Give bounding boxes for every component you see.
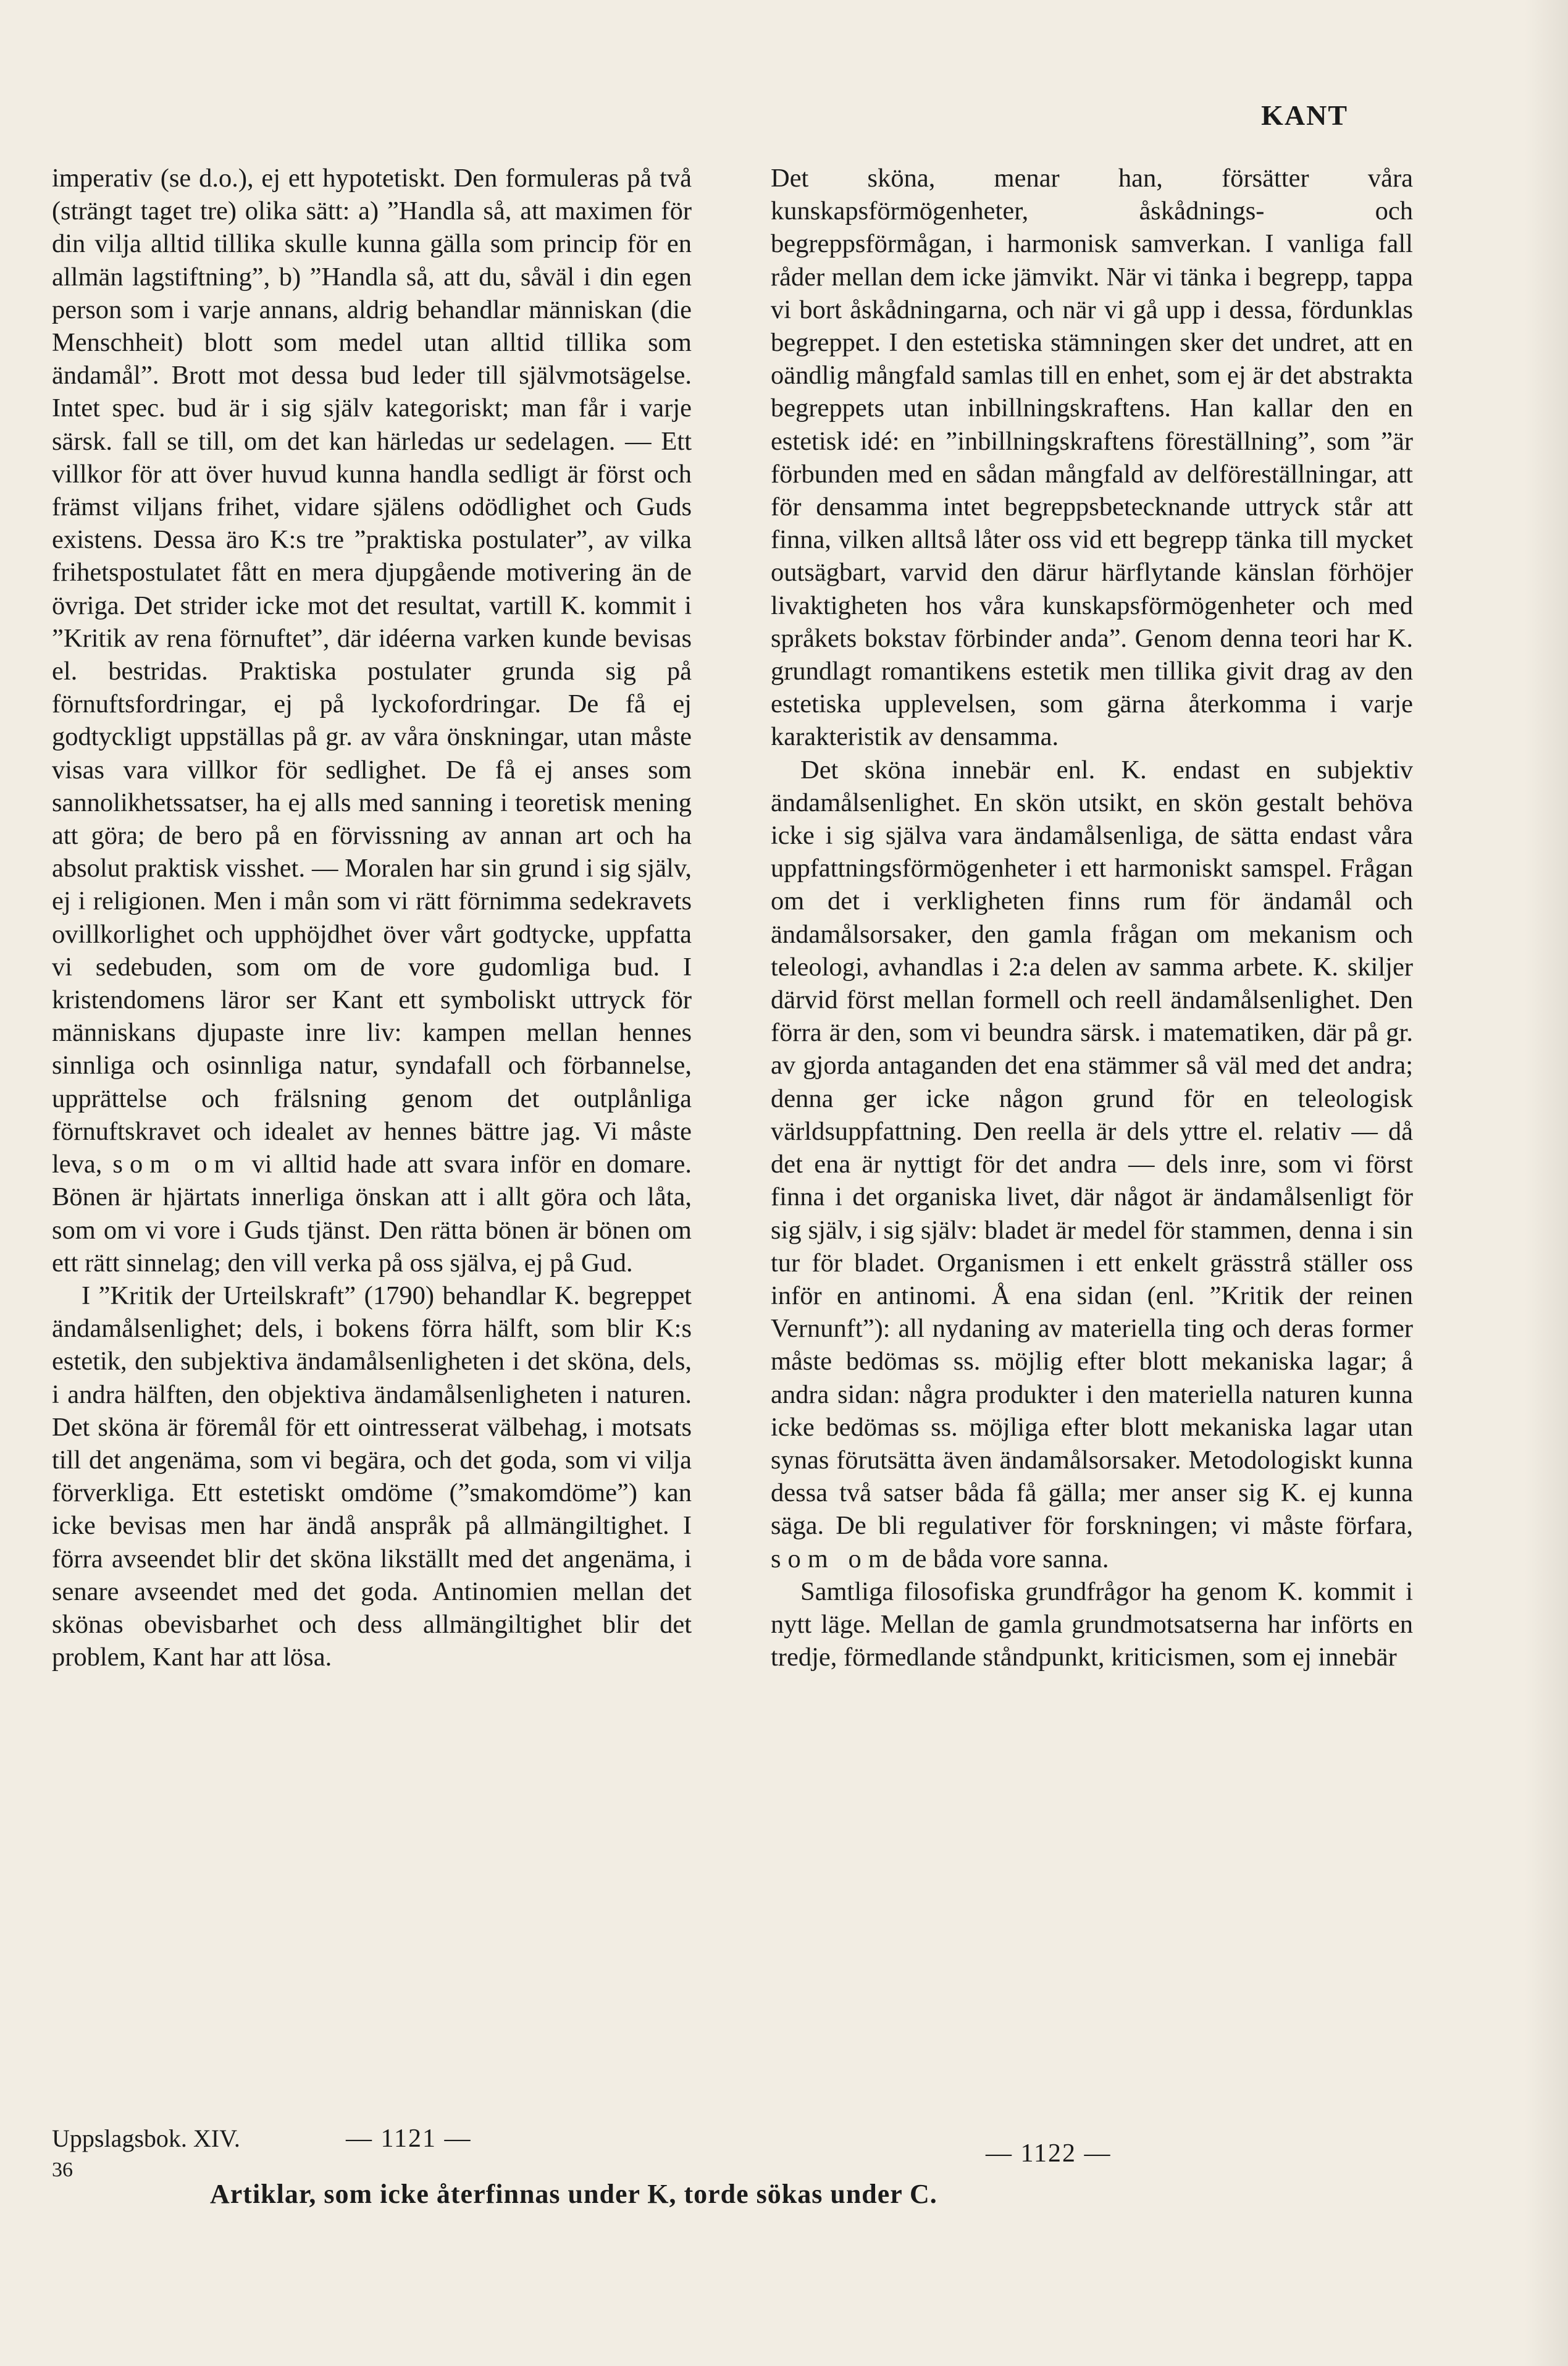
signature-line [52,2124,240,2153]
paragraph: I ”Kritik der Urteilskraft” (1790) behandlar K. begreppet ändamålsenlighet; dels, i bokens förra hälft, som blir K:s estetik, den subjektiva ändamålsenligheten i det sköna, dels, i andra hälften, den objektiva ändamålsenligheten i naturen. Det sköna är föremål för ett ointresserat välbehag, i motsats till det angenäma, som vi begära, och det goda, som vi vilja förverkliga. Ett estetiskt omdöme (”smakomdöme”) kan icke bevisas men har ändå anspråk på allmängiltighet. I förra avseendet blir det sköna likställt med det angenäma, i senare avseendet med det goda. Antinomien mellan det skönas obevisbarhet och dess allmängiltighet blir det problem, Kant har att lösa. [52,1281,692,1672]
paragraph-text: imperativ (se d.o.), ej ett hypotetiskt. Den formuleras på två (strängt taget tre) olika sätt: a) ”Handla så, att maximen för din vilja alltid tillika skulle kunna gälla som princip för en allmän lagstiftning”, b) ”Handla så, att du, såväl i din egen person som i varje annans, aldrig behandlar människan (die Menschheit) blott som medel utan alltid tillika som ändamål”. Brott mot dessa bud leder till självmotsägelse. Intet spec. bud är i sig själv kategoriskt; man får i varje särsk. fall se till, om det kan härledas ur sedelagen. — Ett villkor för att över huvud kunna handla sedligt är först och främst viljans frihet, vidare själens odödlighet och Guds existens. Dessa äro K:s tre ”praktiska postulater”, av vilka frihetspostulatet fått en mera djupgående motivering än de övriga. Det strider icke mot det resultat, vartill K. kommit i ”Kritik av rena förnuftet”, där idéerna varken kunde bevisas el. bestridas. Praktiska postulater grunda sig på förnuftsfordringar, ej på lyckofordringar. De få ej godtyckligt uppställas på gr. av våra önskningar, utan måste visas vara villkor för sedlighet. De få ej anses som sannolikhetssatser, ha ej alls med sanning i teoretisk mening att göra; de bero på en förvissning av annan art och ha absolut praktisk visshet. — Moralen har sin grund i sig själv, ej i religionen. Men i mån som vi rätt förnimma sedekravets ovillkorlighet och upphöjdhet över vårt godtycke, uppfatta vi sedebuden, som om de vore gudomliga bud. I kristendomens läror ser Kant ett symboliskt uttryck för människans djupaste inre liv: kampen mellan hennes sinnliga och osinnliga natur, syndafall och förbannelse, upprättelse och frälsning genom det outplånliga förnuftskravet och idealet av hennes bättre jag. Vi måste leva, [52,164,692,1179]
signature-label: Uppslagsbok. XIV. [52,2124,240,2152]
page-number-right: — 1122 — [986,2139,1112,2168]
paragraph-text: Det sköna innebär enl. K. endast en subjektiv ändamålsenlighet. En skön utsikt, en skön gestalt behöva icke i sig själva vara ändamålsenliga, de sätta endast våra uppfattningsförmögenheter i ett harmoniskt samspel. Frågan om det i verkligheten finns rum för ändamål och ändamålsorsaker, den gamla frågan om mekanism och teleologi, avhandlas i 2:a delen av samma arbete. K. skiljer därvid först mellan formell och reell ändamålsenlighet. Den förra är den, som vi beundra särsk. i matematiken, där på gr. av gjorda antaganden det ena stämmer så väl med det andra; denna ger icke någon grund för en teleologisk världsuppfattning. Den reella är dels yttre el. relativ — då det ena är nyttigt för det andra — dels inre, som vi först finna i det organiska livet, där något är ändamålsenligt för sig själv, i sig själv: bladet är medel för stammen, denna i sin tur för bladet. Organismen i ett enkelt grässtrå ställer oss inför en antinomi. Å ena sidan (enl. ”Kritik der reinen Vernunft”): all nydaning av materiella ting och deras former måste bedömas ss. möjlig efter blott mekaniska lagar; å andra sidan: några produkter i den materiella naturen kunna icke bedömas ss. möjliga efter blott mekaniska lagar utan synas förutsätta även ändamålsorsaker. Metodologiskt kunna dessa två satser båda få gälla; mer anser sig K. ej kunna säga. De bli regulativer för forskningen; vi måste förfara, [771,755,1413,1541]
spaced-emphasis: som om [771,1544,895,1573]
paragraph [52,162,692,1279]
paragraph: Samtliga filosofiska grundfrågor ha genom K. kommit i nytt läge. Mellan de gamla grundmotsatserna har införts en tredje, förmedlande ståndpunkt, kriticismen, som ej innebär [771,1577,1413,1672]
paragraph [771,754,1413,1575]
running-header: KANT [1261,99,1348,131]
paragraph-text: de båda vore sanna. [902,1544,1109,1573]
page-edge-shadow [1525,0,1568,2366]
page-number-left: — 1121 — [346,2124,472,2153]
left-column [52,162,692,1673]
spaced-emphasis: som om [112,1150,241,1179]
signature-number: 36 [52,2158,73,2181]
paragraph-text: vi alltid hade att svara inför en domare. Bönen är hjärtats innerliga önskan att i allt göra och låta, som om vi vore i Guds tjänst. Den rätta bönen är bönen om ett rätt sinnelag; den vill verka på oss själva, ej på Gud. [52,1150,692,1278]
right-column [771,162,1413,1673]
footer-note: Artiklar, som icke återfinnas under K, torde sökas under C. [210,2179,937,2209]
paragraph: Det sköna, menar han, försätter våra kunskapsförmögenheter, åskådnings- och begreppsförmågan, i harmonisk samverkan. I vanliga fall råder mellan dem icke jämvikt. När vi tänka i begrepp, tappa vi bort åskådningarna, och när vi gå upp i dessa, fördunklas begreppet. I den estetiska stämningen sker det undret, att en oändlig mångfald samlas till en enhet, som ej är det abstrakta begreppets utan inbillningskraftens. Han kallar den en estetisk idé: en ”inbillningskraftens föreställning”, som ”är förbunden med en sådan mångfald av delföreställningar, att för densamma intet begreppsbetecknande uttryck står att finna, vilken alltså låter oss vid ett begrepp tänka till mycket outsägbart, varvid den därur härflytande känslan förhöjer livaktigheten hos våra kunskapsförmögenheter och med språkets bokstav förbinder anda”. Genom denna teori har K. grundlagt romantikens estetik men tillika givit drag av den estetiska upplevelsen, som gärna återkomma i varje karakteristik av densamma. [771,164,1413,752]
